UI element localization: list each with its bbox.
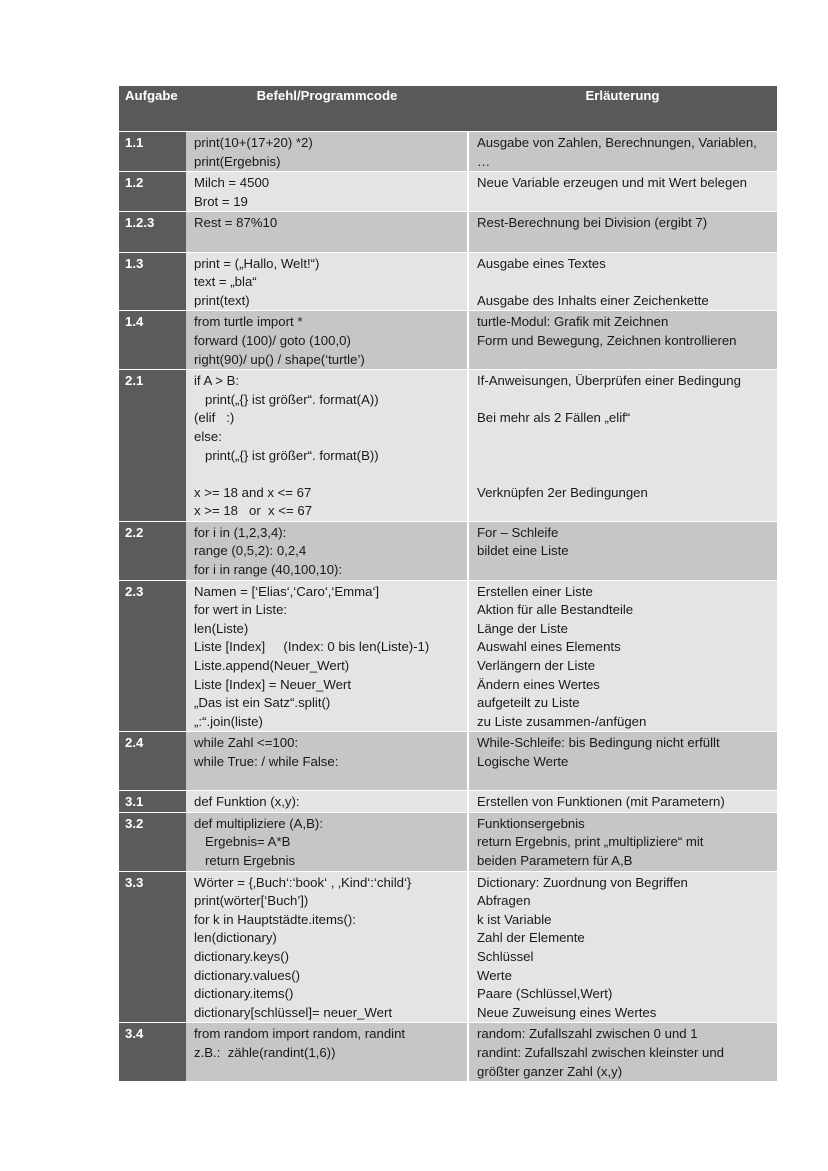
table-row	[119, 1023, 777, 1082]
code-line: print(wörter[‘Buch’])	[194, 893, 309, 909]
task-number: 2.1	[119, 370, 186, 522]
task-number: 3.4	[119, 1023, 186, 1082]
explanation-line: Werte	[477, 967, 512, 983]
explanation-line: zu Liste zusammen-/anfügen	[477, 713, 647, 729]
table-header-row	[119, 86, 777, 132]
explanation-cell	[468, 732, 777, 791]
explanation-cell	[468, 812, 777, 871]
table-row	[119, 580, 777, 732]
task-number: 2.2	[119, 521, 186, 580]
table-body	[119, 132, 777, 1082]
explanation-line	[477, 233, 769, 252]
explanation-cell	[468, 521, 777, 580]
table-row	[119, 252, 777, 311]
explanation-cell	[468, 311, 777, 370]
table-row	[119, 812, 777, 871]
table-row	[119, 311, 777, 370]
task-number: 1.4	[119, 311, 186, 370]
header-explanation: Erläuterung	[468, 86, 777, 132]
explanation-cell	[468, 370, 777, 522]
task-number: 3.1	[119, 791, 186, 813]
code-cell	[186, 172, 468, 212]
code-line: print(text)	[194, 292, 250, 308]
code-line: Rest = 87%10	[194, 215, 278, 231]
explanation-line: Erstellen von Funktionen (mit Parametern)	[477, 794, 725, 810]
code-cell	[186, 580, 468, 732]
explanation-cell	[468, 791, 777, 813]
python-reference-table	[119, 86, 777, 1082]
explanation-line: Ausgabe von Zahlen, Berechnungen, Variablen,	[477, 135, 757, 150]
code-line: for wert in Liste:	[194, 602, 288, 618]
table-row	[119, 212, 777, 252]
explanation-line: Ändern eines Wertes	[477, 676, 600, 692]
explanation-line	[477, 561, 769, 580]
code-line: print = („Hallo, Welt!“)	[194, 255, 320, 271]
code-line: else:	[194, 428, 222, 444]
code-line: Liste.append(Neuer_Wert)	[194, 658, 350, 674]
explanation-line: random: Zufallszahl zwischen 0 und 1	[477, 1026, 698, 1042]
task-number: 1.2.3	[119, 212, 186, 252]
code-line: „:“.join(liste)	[194, 713, 263, 729]
header-code: Befehl/Programmcode	[186, 86, 468, 132]
code-line: print(„{} ist größer“. format(B))	[194, 447, 379, 463]
explanation-line	[477, 502, 769, 521]
code-line: def Funktion (x,y):	[194, 794, 300, 810]
task-number: 1.2	[119, 172, 186, 212]
explanation-line: Neue Variable erzeugen und mit Wert belegen	[477, 175, 748, 191]
explanation-line: Zahl der Elemente	[477, 930, 585, 946]
explanation-line: Aktion für alle Bestandteile	[477, 602, 634, 618]
code-line: print(Ergebnis)	[194, 153, 281, 169]
code-cell	[186, 370, 468, 522]
code-line: len(dictionary)	[194, 930, 277, 946]
code-line: Brot = 19	[194, 193, 248, 209]
explanation-line: Form und Bewegung, Zeichnen kontrollieren	[477, 332, 737, 348]
code-line: for i in (1,2,3,4):	[194, 524, 287, 540]
code-line: len(Liste)	[194, 620, 249, 636]
explanation-cell	[468, 580, 777, 732]
task-number: 1.3	[119, 252, 186, 311]
explanation-line	[477, 193, 769, 212]
explanation-line: Erstellen einer Liste	[477, 583, 593, 599]
table-row	[119, 791, 777, 813]
task-number: 2.3	[119, 580, 186, 732]
explanation-cell	[468, 172, 777, 212]
explanation-line	[477, 351, 769, 370]
code-line	[194, 772, 459, 791]
code-line	[194, 233, 459, 252]
code-line: x >= 18 and x <= 67	[194, 484, 312, 500]
explanation-line: Paare (Schlüssel,Wert)	[477, 986, 613, 1002]
code-line: dictionary.keys()	[194, 948, 290, 964]
code-cell	[186, 812, 468, 871]
table-row	[119, 521, 777, 580]
code-line: Namen = [‘Elias‘,‘Caro‘,‘Emma‘]	[194, 583, 380, 599]
code-line: print(10+(17+20) *2)	[194, 135, 313, 150]
task-number: 1.1	[119, 132, 186, 172]
code-line: if A > B:	[194, 373, 240, 389]
code-cell	[186, 791, 468, 813]
table-row	[119, 871, 777, 1023]
explanation-line: Verlängern der Liste	[477, 658, 596, 674]
explanation-line: Bei mehr als 2 Fällen „elif“	[477, 410, 631, 426]
explanation-line: k ist Variable	[477, 911, 552, 927]
explanation-line	[477, 772, 769, 791]
code-line: range (0,5,2): 0,2,4	[194, 543, 307, 559]
explanation-line	[477, 273, 769, 292]
table-row	[119, 132, 777, 172]
code-cell	[186, 1023, 468, 1082]
code-line	[194, 1063, 459, 1082]
code-line: z.B.: zähle(randint(1,6))	[194, 1044, 336, 1060]
code-line: dictionary.items()	[194, 986, 294, 1002]
code-line: Ergebnis= A*B	[194, 834, 291, 850]
table-row	[119, 370, 777, 522]
code-cell	[186, 871, 468, 1023]
explanation-line: bildet eine Liste	[477, 543, 569, 559]
code-line: return Ergebnis	[194, 852, 296, 868]
explanation-line: Ausgabe des Inhalts einer Zeichenkette	[477, 292, 709, 308]
explanation-line: randint: Zufallszahl zwischen kleinster und	[477, 1044, 725, 1060]
explanation-line: turtle-Modul: Grafik mit Zeichnen	[477, 314, 669, 330]
code-line: „Das ist ein Satz“.split()	[194, 695, 331, 711]
explanation-line: Schlüssel	[477, 948, 534, 964]
code-cell	[186, 732, 468, 791]
explanation-line: Logische Werte	[477, 754, 569, 769]
explanation-cell	[468, 132, 777, 172]
code-line: text = „bla“	[194, 274, 257, 290]
table-row	[119, 732, 777, 791]
explanation-line: Verknüpfen 2er Bedingungen	[477, 484, 648, 500]
code-line: while True: / while False:	[194, 754, 339, 769]
code-line: right(90)/ up() / shape(‘turtle’)	[194, 351, 365, 367]
code-line: from random import random, randint	[194, 1026, 406, 1042]
task-number: 3.3	[119, 871, 186, 1023]
explanation-line: Länge der Liste	[477, 620, 568, 636]
code-line	[194, 465, 459, 484]
code-line: forward (100)/ goto (100,0)	[194, 332, 351, 348]
code-line: dictionary[schlüssel]= neuer_Wert	[194, 1004, 393, 1020]
explanation-line: beiden Parametern für A,B	[477, 852, 633, 868]
explanation-line: …	[477, 153, 491, 169]
task-number: 3.2	[119, 812, 186, 871]
explanation-line	[477, 391, 769, 410]
explanation-line: While-Schleife: bis Bedingung nicht erfüllt	[477, 735, 720, 751]
code-line: print(„{} ist größer“. format(A))	[194, 391, 379, 407]
code-cell	[186, 212, 468, 252]
explanation-line: return Ergebnis, print „multipliziere“ mit	[477, 834, 704, 850]
code-line: def multipliziere (A,B):	[194, 815, 323, 831]
explanation-line: Ausgabe eines Textes	[477, 255, 606, 271]
code-line: for i in range (40,100,10):	[194, 562, 343, 578]
explanation-line	[477, 428, 769, 447]
explanation-line: For – Schleife	[477, 524, 559, 540]
task-number: 2.4	[119, 732, 186, 791]
explanation-cell	[468, 252, 777, 311]
header-task: Aufgabe	[119, 86, 186, 132]
explanation-line	[477, 447, 769, 466]
code-line: x >= 18 or x <= 67	[194, 503, 313, 519]
explanation-line: Abfragen	[477, 893, 531, 909]
code-line: for k in Hauptstädte.items():	[194, 911, 356, 927]
explanation-cell	[468, 1023, 777, 1082]
explanation-line: Funktionsergebnis	[477, 815, 585, 831]
explanation-cell	[468, 871, 777, 1023]
code-line: Milch = 4500	[194, 175, 270, 191]
code-line: while Zahl <=100:	[194, 735, 299, 751]
explanation-cell	[468, 212, 777, 252]
code-line: Liste [Index] = Neuer_Wert	[194, 676, 351, 692]
explanation-line: aufgeteilt zu Liste	[477, 695, 580, 711]
code-cell	[186, 252, 468, 311]
explanation-line: Dictionary: Zuordnung von Begriffen	[477, 874, 688, 890]
explanation-line: größter ganzer Zahl (x,y)	[477, 1063, 623, 1079]
code-line: from turtle import *	[194, 314, 303, 330]
code-line: (elif :)	[194, 410, 235, 426]
code-line: dictionary.values()	[194, 967, 301, 983]
table-row	[119, 172, 777, 212]
code-cell	[186, 521, 468, 580]
explanation-line: If-Anweisungen, Überprüfen einer Bedingung	[477, 373, 741, 389]
code-line: Wörter = {‚Buch‘:‘book‘ , ‚Kind‘:‘child‘}	[194, 874, 412, 890]
explanation-line: Neue Zuweisung eines Wertes	[477, 1004, 657, 1020]
code-cell	[186, 132, 468, 172]
code-cell	[186, 311, 468, 370]
explanation-line: Rest-Berechnung bei Division (ergibt 7)	[477, 215, 708, 231]
code-line: Liste [Index] (Index: 0 bis len(Liste)-1)	[194, 639, 430, 655]
explanation-line	[477, 465, 769, 484]
explanation-line: Auswahl eines Elements	[477, 639, 621, 655]
